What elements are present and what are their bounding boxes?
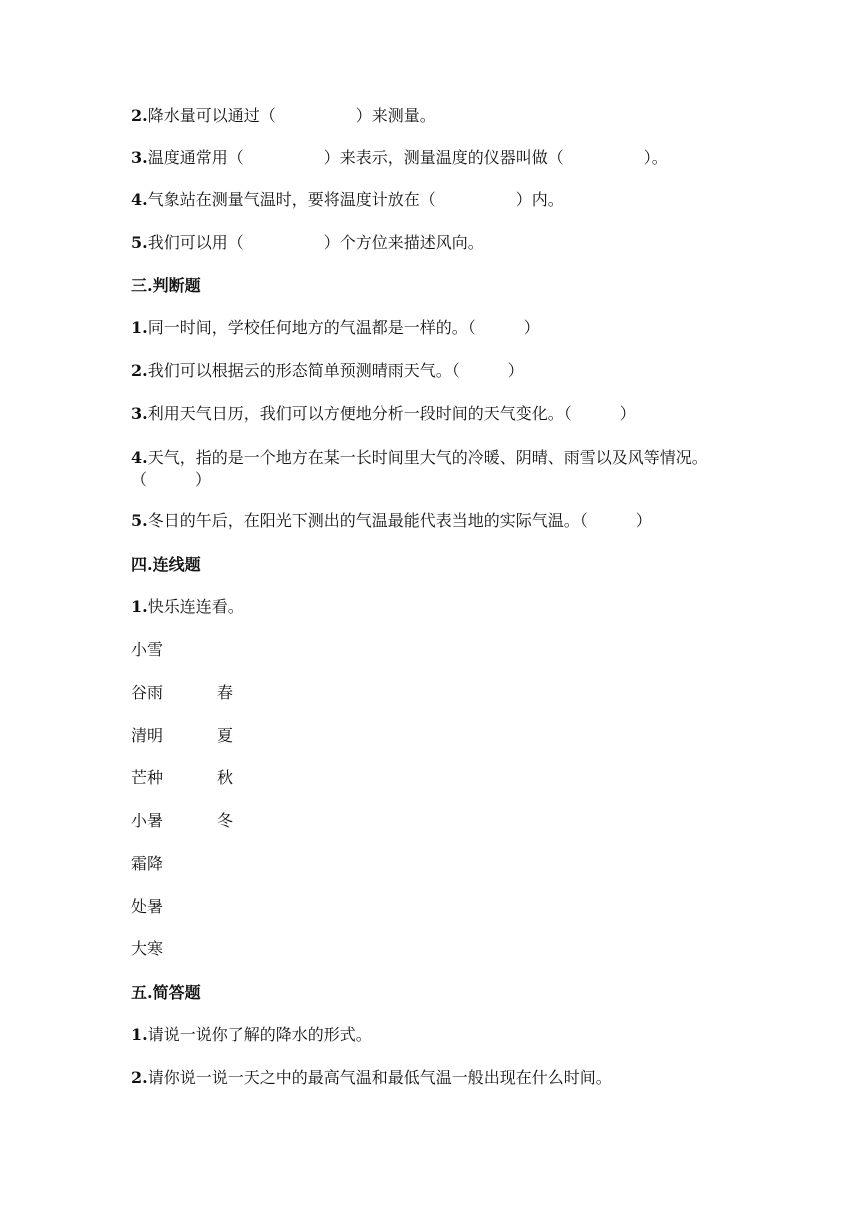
item-text: 同一时间，学校任何地方的气温都是一样的。（ ）	[147, 318, 540, 337]
fill-in-item	[131, 106, 436, 126]
short-answer-item	[131, 1025, 372, 1045]
item-text: 天气，指的是一个地方在某一长时间里大气的冷暖、阴晴、雨雪以及风等情况。（ ）	[131, 448, 708, 489]
judge-item	[131, 318, 540, 338]
solar-term-item: 芒种	[131, 768, 164, 787]
fill-in-item	[131, 190, 564, 210]
item-text: 温度通常用（ ）来表示，测量温度的仪器叫做（ ）。	[147, 148, 668, 167]
item-number: 5.	[131, 233, 148, 252]
season-item: 冬	[217, 811, 234, 830]
judge-item	[131, 511, 652, 531]
season-item: 春	[217, 683, 234, 702]
item-text: 利用天气日历，我们可以方便地分析一段时间的天气变化。（ ）	[147, 404, 636, 423]
item-number: 5.	[131, 511, 148, 530]
item-number: 3.	[131, 404, 148, 423]
item-text: 我们可以根据云的形态简单预测晴雨天气。（ ）	[147, 361, 524, 380]
item-number: 2.	[131, 1068, 148, 1087]
section-heading-short-answer: 五.简答题	[131, 983, 201, 1002]
item-number: 4.	[131, 448, 148, 467]
item-number: 4.	[131, 190, 148, 209]
item-number: 1.	[131, 597, 148, 616]
section-heading-judge: 三.判断题	[131, 276, 201, 295]
judge-item	[131, 404, 636, 424]
item-text: 请说一说你了解的降水的形式。	[147, 1025, 372, 1044]
solar-term-item: 谷雨	[131, 683, 164, 702]
item-number: 3.	[131, 148, 148, 167]
item-text: 请你说一说一天之中的最高气温和最低气温一般出现在什么时间。	[147, 1068, 612, 1087]
season-item: 秋	[217, 768, 234, 787]
item-text: 降水量可以通过（ ）来测量。	[147, 106, 436, 125]
short-answer-item	[131, 1068, 612, 1088]
item-text: 气象站在测量气温时，要将温度计放在（ ）内。	[147, 190, 564, 209]
item-number: 1.	[131, 1025, 148, 1044]
solar-term-item: 大寒	[131, 939, 164, 958]
judge-item	[131, 361, 524, 381]
season-item: 夏	[217, 726, 234, 745]
item-number: 2.	[131, 361, 148, 380]
section-heading-match: 四.连线题	[131, 555, 201, 574]
item-number: 1.	[131, 318, 148, 337]
item-number: 2.	[131, 106, 148, 125]
item-text: 冬日的午后，在阳光下测出的气温最能代表当地的实际气温。（ ）	[147, 511, 652, 530]
item-text: 快乐连连看。	[147, 597, 244, 616]
solar-term-item: 小雪	[131, 640, 164, 659]
solar-term-item: 小暑	[131, 811, 164, 830]
item-text: 我们可以用（ ）个方位来描述风向。	[147, 233, 484, 252]
match-prompt	[131, 597, 244, 617]
solar-term-item: 处暑	[131, 897, 164, 916]
solar-term-item: 清明	[131, 726, 164, 745]
fill-in-item	[131, 148, 668, 168]
judge-item	[131, 447, 731, 491]
solar-term-item: 霜降	[131, 854, 164, 873]
fill-in-item	[131, 233, 484, 253]
